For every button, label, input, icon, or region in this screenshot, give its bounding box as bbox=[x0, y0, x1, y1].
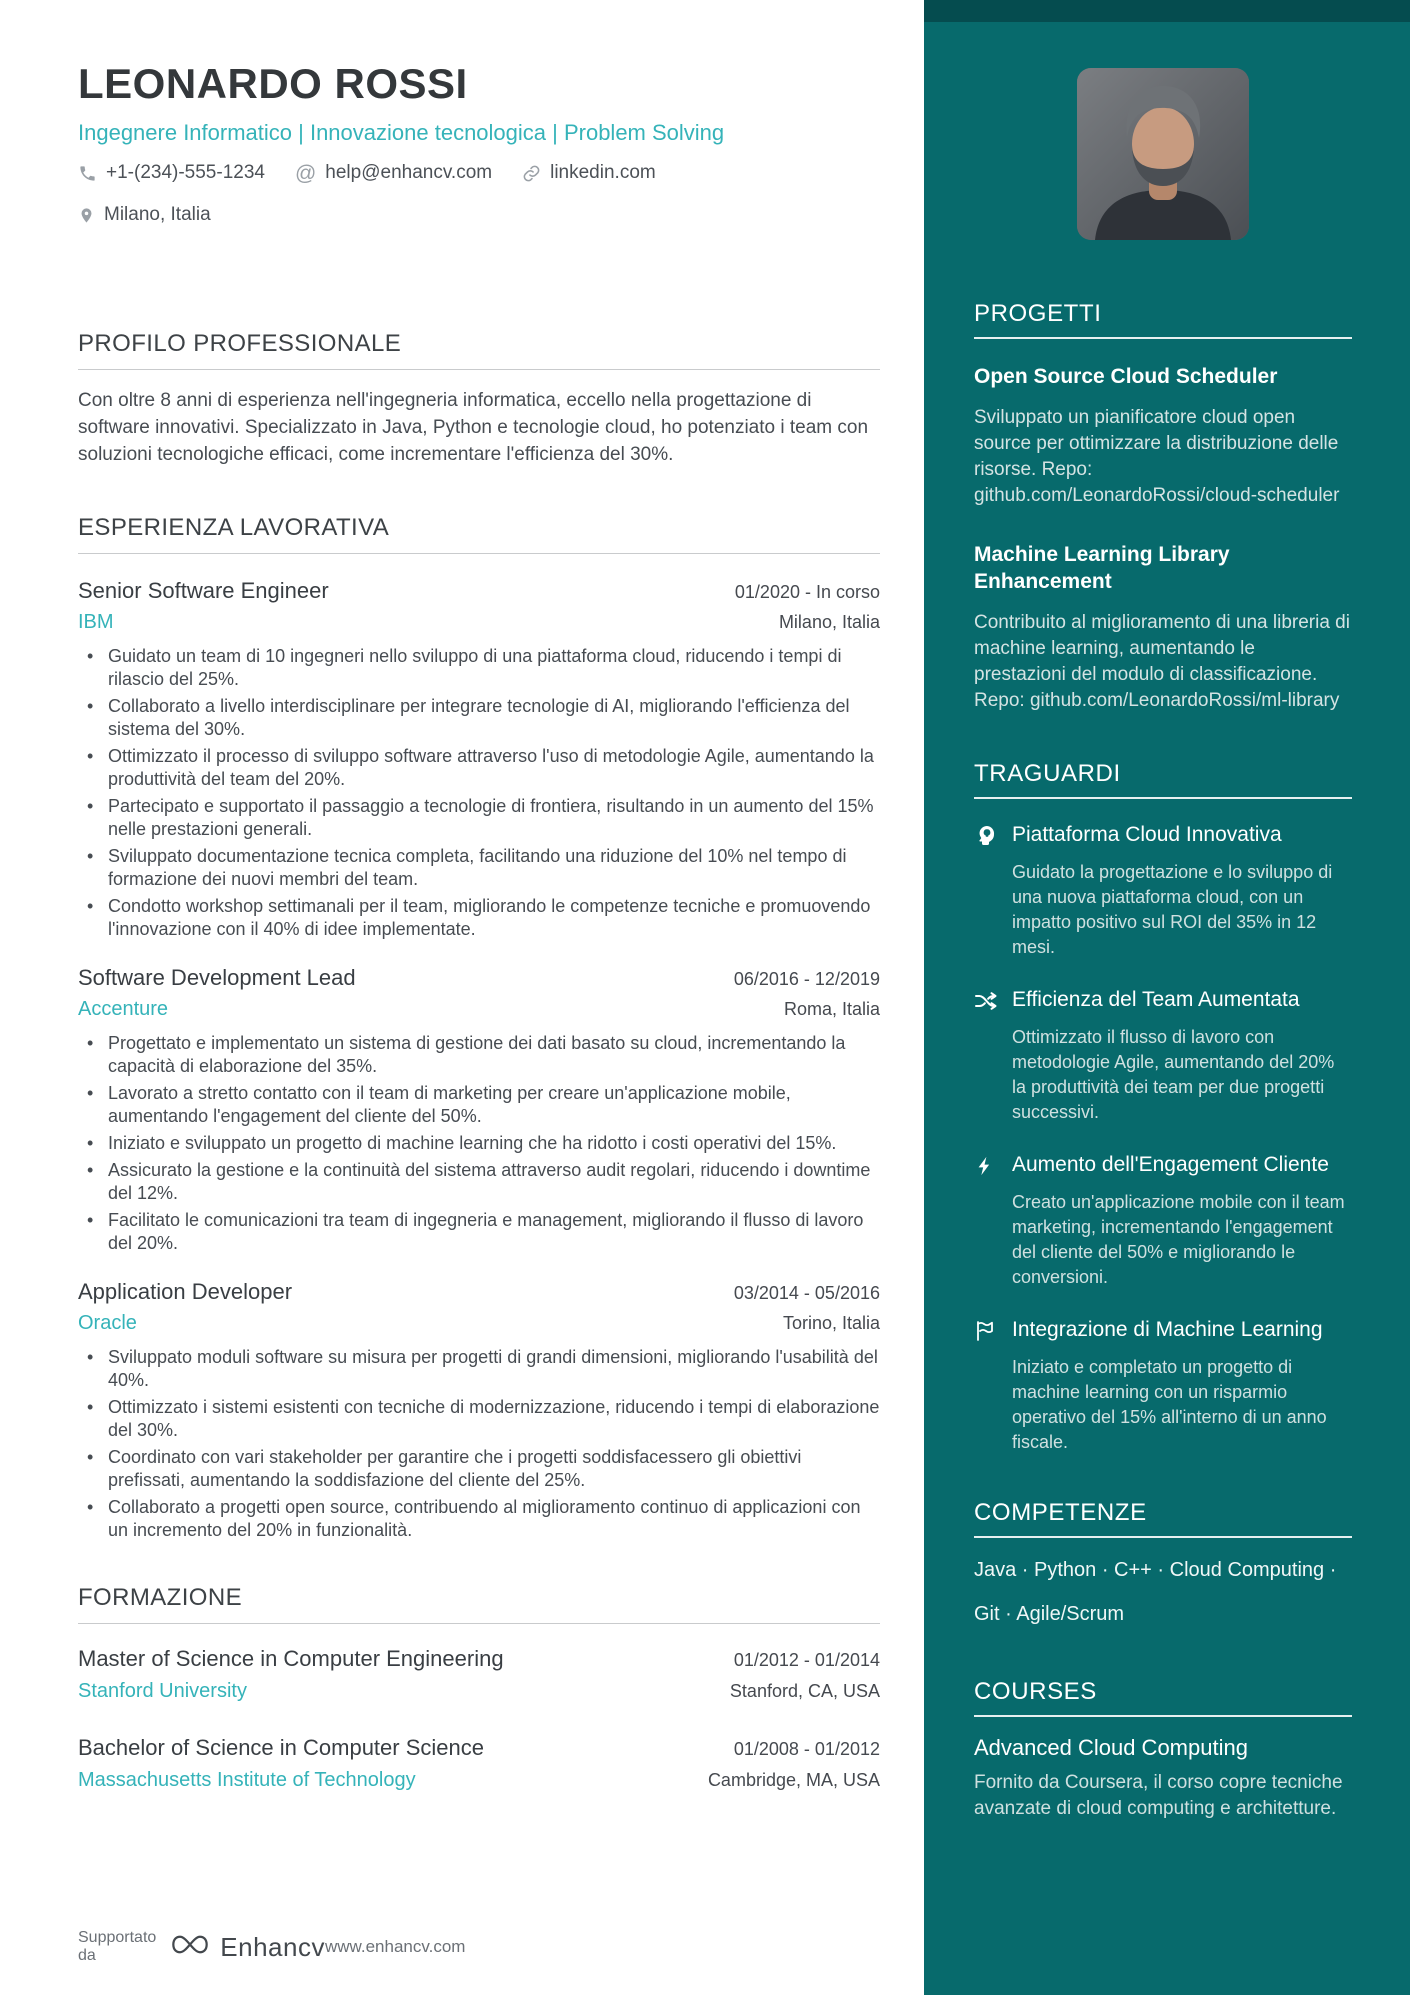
job-bullet: • Partecipato e supportato il passaggio a tecnologie di frontiera, risultando in un aumento del 15% nelle prestazioni generali. bbox=[78, 795, 880, 841]
degree-location: Stanford, CA, USA bbox=[729, 1681, 880, 1701]
linkedin-contact bbox=[522, 162, 656, 184]
job-bullet: • Ottimizzato il processo di sviluppo software attraverso l'uso di metodologie Agile, aumentando la produttività del team del 20%. bbox=[78, 745, 880, 791]
link-icon bbox=[522, 164, 541, 183]
job-entry bbox=[78, 965, 880, 1255]
profile-summary: Con oltre 8 anni di esperienza nell'ingegneria informatica, eccello nella progettazione di software innovativi. Specializzato in Java, Python e tecnologie cloud, ho potenziato i team con soluzioni tecnologiche efficaci, come incrementare l'efficienza del 30%. bbox=[78, 390, 869, 465]
linkedin-url[interactable]: linkedin.com bbox=[550, 162, 656, 183]
job-bullet: • Ottimizzato i sistemi esistenti con tecniche di modernizzazione, riducendo i tempi di elaborazione del 30%. bbox=[78, 1396, 880, 1442]
job-bullet: • Facilitato le comunicazioni tra team di ingegneria e management, migliorando il flusso di lavoro del 20%. bbox=[78, 1209, 880, 1255]
divider bbox=[78, 1623, 880, 1624]
achievement-description: Iniziato e completato un progetto di machine learning con un risparmio operativo del 15% all'interno di un anno fiscale. bbox=[1012, 1357, 1327, 1452]
skills-list: Java · Python · C++ · Cloud Computing · Git · Agile/Scrum bbox=[974, 1559, 1337, 1625]
divider bbox=[974, 1715, 1352, 1717]
job-bullet: • Assicurato la gestione e la continuità del sistema attraverso audit regolari, riducendo i downtime del 12%. bbox=[78, 1159, 880, 1205]
job-dates: 06/2016 - 12/2019 bbox=[733, 969, 880, 989]
location-contact bbox=[78, 204, 211, 226]
email-icon: @ bbox=[294, 161, 317, 185]
education-heading: FORMAZIONE bbox=[78, 1584, 242, 1611]
divider bbox=[974, 1536, 1352, 1538]
degree-dates: 01/2008 - 01/2012 bbox=[733, 1739, 880, 1759]
website-link[interactable]: www.enhancv.com bbox=[324, 1937, 466, 1956]
job-entry bbox=[78, 1279, 880, 1542]
achievement-entry bbox=[974, 821, 1352, 960]
candidate-tagline: Ingegnere Informatico | Innovazione tecnologica | Problem Solving bbox=[78, 120, 725, 145]
project-title: Open Source Cloud Scheduler bbox=[974, 365, 1278, 388]
sidebar-top-strip bbox=[924, 0, 1410, 22]
course-title: Advanced Cloud Computing bbox=[974, 1735, 1248, 1760]
profile-section bbox=[78, 330, 880, 468]
achievement-title: Efficienza del Team Aumentata bbox=[1012, 988, 1300, 1011]
contact-row bbox=[78, 162, 880, 226]
job-bullet: • Coordinato con vari stakeholder per garantire che i progetti soddisfacessero gli obiettivi prefissati, aumentando la soddisfazione del cliente del 25%. bbox=[78, 1446, 880, 1492]
courses-section bbox=[974, 1678, 1352, 1822]
achievement-description: Ottimizzato il flusso di lavoro con metodologie Agile, aumentando del 20% la produttività dei team per due progetti successivi. bbox=[1012, 1027, 1335, 1122]
innovation-head-icon bbox=[974, 821, 1012, 853]
job-location: Milano, Italia bbox=[778, 612, 880, 632]
job-title: Software Development Lead bbox=[78, 965, 356, 990]
enhancv-logo-icon bbox=[170, 1931, 210, 1963]
achievement-entry bbox=[974, 1151, 1352, 1290]
profile-heading: PROFILO PROFESSIONALE bbox=[78, 330, 402, 357]
achievements-heading: TRAGUARDI bbox=[974, 760, 1121, 787]
experience-section bbox=[78, 514, 880, 1542]
experience-heading: ESPERIENZA LAVORATIVA bbox=[78, 514, 390, 541]
projects-heading: PROGETTI bbox=[974, 300, 1102, 327]
degree-entry bbox=[78, 1735, 880, 1792]
email-address[interactable]: help@enhancv.com bbox=[325, 162, 493, 183]
job-dates: 03/2014 - 05/2016 bbox=[733, 1283, 880, 1303]
degree-title: Bachelor of Science in Computer Science bbox=[78, 1735, 484, 1760]
degree-title: Master of Science in Computer Engineering bbox=[78, 1646, 504, 1671]
candidate-name: LEONARDO ROSSI bbox=[78, 60, 468, 107]
phone-number: +1-(234)-555-1234 bbox=[106, 162, 265, 183]
skills-section bbox=[974, 1499, 1352, 1636]
achievement-title: Piattaforma Cloud Innovativa bbox=[1012, 823, 1282, 846]
powered-by-label: Supportato da bbox=[78, 1929, 157, 1964]
skills-heading: COMPETENZE bbox=[974, 1499, 1147, 1526]
degree-entry bbox=[78, 1646, 880, 1703]
shuffle-arrows-icon bbox=[974, 986, 1012, 1018]
job-bullet: • Condotto workshop settimanali per il team, migliorando le competenze tecniche e promuovendo l'innovazione con il 40% di idee implementate. bbox=[78, 895, 880, 941]
job-company: Accenture bbox=[78, 998, 169, 1020]
job-bullet: • Progettato e implementato un sistema di gestione dei dati basato su cloud, incrementando la capacità di elaborazione del 35%. bbox=[78, 1032, 880, 1078]
job-location: Torino, Italia bbox=[782, 1313, 880, 1333]
degree-location: Cambridge, MA, USA bbox=[707, 1770, 880, 1790]
job-bullet-list bbox=[78, 645, 880, 941]
job-company: IBM bbox=[78, 611, 114, 633]
job-bullet-list bbox=[78, 1032, 880, 1255]
avatar bbox=[1077, 68, 1249, 240]
phone-contact bbox=[78, 162, 265, 184]
achievement-entry bbox=[974, 1316, 1352, 1455]
lightning-bolt-icon bbox=[974, 1151, 1012, 1183]
job-bullet: • Sviluppato documentazione tecnica completa, facilitando una riduzione del 10% nel tempo di formazione dei nuovi membri del team. bbox=[78, 845, 880, 891]
email-contact bbox=[295, 162, 492, 184]
course-description: Fornito da Coursera, il corso copre tecniche avanzate di cloud computing e architetture. bbox=[974, 1772, 1343, 1819]
achievement-entry bbox=[974, 986, 1352, 1125]
job-dates: 01/2020 - In corso bbox=[734, 582, 880, 602]
project-entry bbox=[974, 363, 1352, 509]
location-text: Milano, Italia bbox=[104, 204, 211, 225]
degree-dates: 01/2012 - 01/2014 bbox=[733, 1650, 880, 1670]
degree-school: Massachusetts Institute of Technology bbox=[78, 1769, 416, 1791]
job-title: Application Developer bbox=[78, 1279, 293, 1304]
resume-header bbox=[78, 60, 880, 226]
achievement-description: Creato un'applicazione mobile con il team marketing, incrementando l'engagement del cliente del 50% e migliorando le conversioni. bbox=[1012, 1192, 1345, 1287]
achievement-title: Aumento dell'Engagement Cliente bbox=[1012, 1153, 1329, 1176]
job-company: Oracle bbox=[78, 1312, 137, 1334]
degree-school: Stanford University bbox=[78, 1680, 247, 1702]
project-description: Sviluppato un pianificatore cloud open source per ottimizzare la distribuzione delle risorse. Repo: github.com/LeonardoRossi/cloud-scheduler bbox=[974, 407, 1340, 506]
job-title: Senior Software Engineer bbox=[78, 578, 329, 603]
achievements-section bbox=[974, 760, 1352, 1455]
job-bullet: • Sviluppato moduli software su misura per progetti di grandi dimensioni, migliorando l'usabilità del 40%. bbox=[78, 1346, 880, 1392]
job-bullet: • Iniziato e sviluppato un progetto di machine learning che ha ridotto i costi operativi del 15%. bbox=[78, 1132, 880, 1155]
divider bbox=[78, 553, 880, 554]
project-entry bbox=[974, 541, 1352, 714]
job-bullet: • Guidato un team di 10 ingegneri nello sviluppo di una piattaforma cloud, riducendo i tempi di rilascio del 25%. bbox=[78, 645, 880, 691]
achievement-title: Integrazione di Machine Learning bbox=[1012, 1318, 1323, 1341]
page-footer bbox=[78, 1929, 466, 1965]
course-entry bbox=[974, 1735, 1352, 1822]
project-title: Machine Learning Library Enhancement bbox=[974, 543, 1230, 593]
location-icon bbox=[78, 206, 95, 225]
profile-photo bbox=[1077, 68, 1249, 240]
divider bbox=[974, 797, 1352, 799]
achievement-description: Guidato la progettazione e lo sviluppo di una nuova piattaforma cloud, con un impatto positivo sul ROI del 35% in 12 mesi. bbox=[1012, 862, 1333, 957]
enhancv-brand bbox=[170, 1931, 325, 1963]
job-bullet: • Lavorato a stretto contatto con il team di marketing per creare un'applicazione mobile, aumentando l'engagement del cliente del 50%. bbox=[78, 1082, 880, 1128]
job-location: Roma, Italia bbox=[783, 999, 880, 1019]
job-entry bbox=[78, 578, 880, 941]
job-bullet-list bbox=[78, 1346, 880, 1542]
courses-heading: COURSES bbox=[974, 1678, 1097, 1705]
projects-section bbox=[974, 300, 1352, 714]
job-bullet: • Collaborato a progetti open source, contribuendo al miglioramento continuo di applicazioni con un incremento del 20% in funzionalità. bbox=[78, 1496, 880, 1542]
enhancv-wordmark: Enhancv bbox=[220, 1931, 325, 1962]
job-bullet: • Collaborato a livello interdisciplinare per integrare tecnologie di AI, migliorando l'efficienza del sistema del 30%. bbox=[78, 695, 880, 741]
education-section bbox=[78, 1584, 880, 1792]
divider bbox=[974, 337, 1352, 339]
phone-icon bbox=[78, 164, 97, 183]
flag-icon bbox=[974, 1316, 1012, 1348]
project-description: Contribuito al miglioramento di una libreria di machine learning, aumentando le prestazioni del modulo di classificazione. Repo: github.com/LeonardoRossi/ml-library bbox=[974, 612, 1350, 711]
divider bbox=[78, 369, 880, 370]
sidebar bbox=[924, 0, 1410, 1995]
